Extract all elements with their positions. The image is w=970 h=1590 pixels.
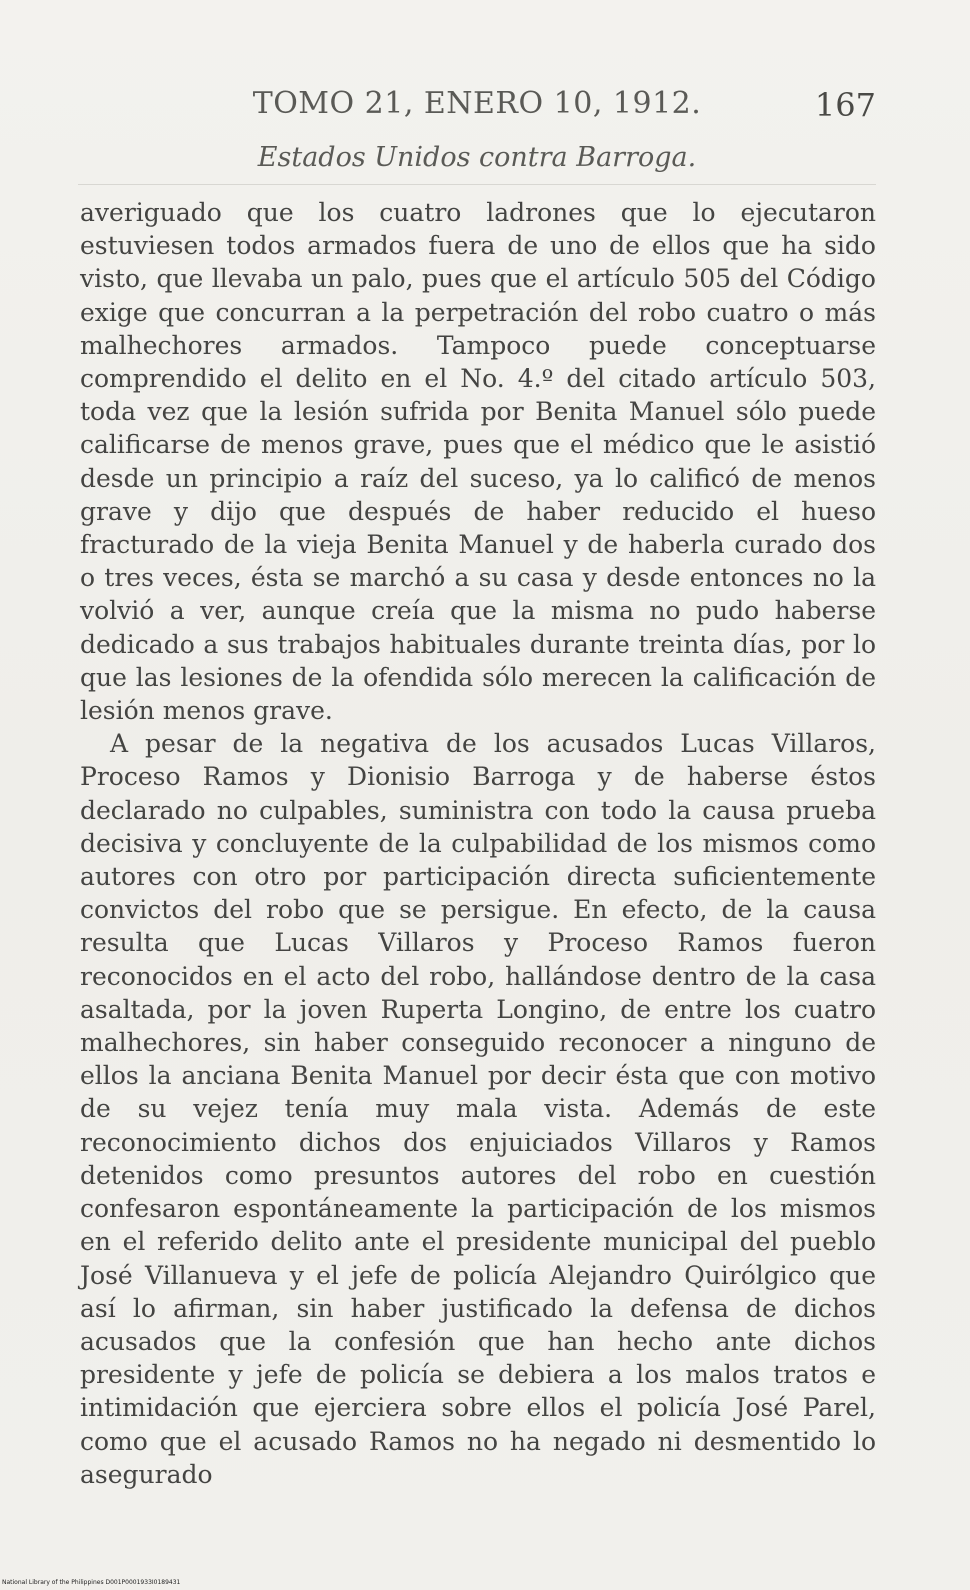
- body-text: [80, 196, 876, 1491]
- header-divider: [78, 184, 876, 185]
- case-title: Estados Unidos contra Barroga.: [257, 142, 697, 173]
- paragraph: A pesar de la negativa de los acusados Lucas Villaros, Proceso Ramos y Dionisio Barroga y de haberse éstos declarado no culpables, suministra con todo la causa prueba decisiva y concluyente de la culpabilidad de los mismos como autores con otro por participación directa suficientemente convictos del robo que se persigue. En efecto, de la causa resulta que Lucas Villaros y Proceso Ramos fueron reconocidos en el acto del robo, hallándose dentro de la casa asaltada, por la joven Ruperta Longino, de entre los cuatro malhechores, sin haber conseguido reconocer a ninguno de ellos la anciana Benita Manuel por decir ésta que con motivo de su vejez tenía muy mala vista. Además de este reconocimiento dichos dos enjuiciados Villaros y Ramos detenidos como presuntos autores del robo en cuestión confesaron espontáneamente la participación de los mismos en el referido delito ante el presidente municipal del pueblo José Villanueva y el jefe de policía Alejandro Quirólgico que así lo afirman, sin haber justificado la defensa de dichos acusados que la confesión que han hecho ante dichos presidente y jefe de policía se debiera a los malos tratos e intimidación que ejerciera sobre ellos el policía José Parel, como que el acusado Ramos no ha negado ni desmentido lo asegurado: [80, 729, 876, 1489]
- footer-credit: National Library of the Philippines D001P0001933I0189431: [2, 1579, 181, 1586]
- paragraph-continued: averiguado que los cuatro ladrones que lo ejecutaron estuviesen todos armados fuera de uno de ellos que ha sido visto, que llevaba un palo, pues que el artículo 505 del Código exige que concurran a la perpetración del robo cuatro o más malhechores armados. Tampoco puede conceptuarse comprendido el delito en el No. 4.º del citado artículo 503, toda vez que la lesión sufrida por Benita Manuel sólo puede calificarse de menos grave, pues que el médico que le asistió desde un principio a raíz del suceso, ya lo calificó de menos grave y dijo que después de haber reducido el hueso fracturado de la vieja Benita Manuel y de haberla curado dos o tres veces, ésta se marchó a su casa y desde entonces no la volvió a ver, aunque creía que la misma no pudo haberse dedicado a sus trabajos habituales durante treinta días, por lo que las lesiones de la ofendida sólo merecen la calificación de lesión menos grave.: [80, 198, 876, 726]
- page-number: 167: [814, 86, 876, 124]
- running-title: TOMO 21, ENERO 10, 1912.: [252, 86, 702, 121]
- running-head: [78, 86, 876, 126]
